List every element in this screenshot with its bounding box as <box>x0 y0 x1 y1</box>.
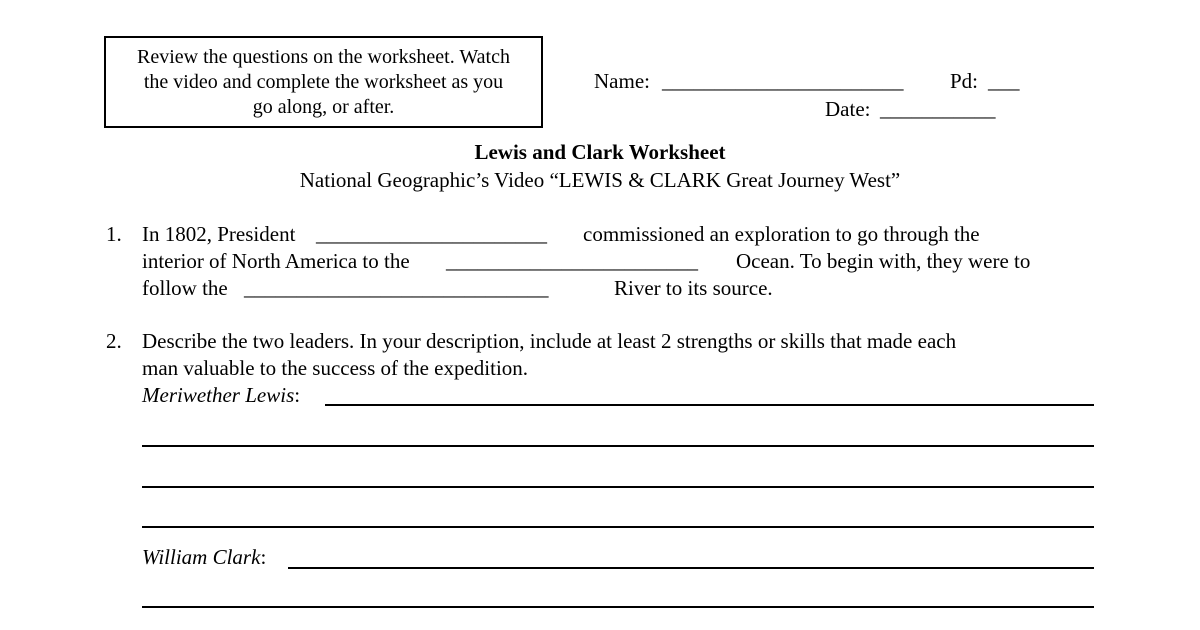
lewis-answer-line-1[interactable] <box>325 404 1094 406</box>
instructions-box <box>104 36 543 128</box>
instructions-line-3: go along, or after. <box>252 96 395 118</box>
pd-field[interactable]: ___ <box>988 69 1020 93</box>
lewis-label <box>142 383 300 408</box>
q1-line3-end: River to its source. <box>614 276 773 300</box>
instructions-line-1: Review the questions on the worksheet. Watch <box>137 46 510 68</box>
lewis-colon: : <box>294 383 301 407</box>
q1-president-blank[interactable]: ______________________ <box>316 222 547 246</box>
lewis-answer-line-4[interactable] <box>142 526 1094 528</box>
question-2-number: 2. <box>106 329 122 353</box>
q1-line1-start: In 1802, President <box>142 222 296 246</box>
name-label: Name: <box>594 69 650 93</box>
clark-answer-line-2[interactable] <box>142 606 1094 608</box>
instructions-line-2: the video and complete the worksheet as you <box>143 71 504 93</box>
date-field[interactable]: ___________ <box>880 97 996 121</box>
question-1-number: 1. <box>106 222 122 246</box>
worksheet-subtitle: National Geographic’s Video “LEWIS & CLARK Great Journey West” <box>299 168 901 192</box>
q2-prompt-line2: man valuable to the success of the expedition. <box>142 356 529 380</box>
q1-line2-end: Ocean. To begin with, they were to <box>736 249 1031 273</box>
q1-line1-end: commissioned an exploration to go through the <box>583 222 980 246</box>
clark-answer-line-1[interactable] <box>288 567 1094 569</box>
lewis-name: Meriwether Lewis <box>142 383 295 407</box>
q1-line3-start: follow the <box>142 276 228 300</box>
name-field[interactable]: _______________________ <box>662 69 904 93</box>
q1-line2-start: interior of North America to the <box>142 249 410 273</box>
lewis-answer-line-2[interactable] <box>142 445 1094 447</box>
q1-river-blank[interactable]: _____________________________ <box>244 276 549 300</box>
q1-ocean-blank[interactable]: ________________________ <box>446 249 698 273</box>
lewis-answer-line-3[interactable] <box>142 486 1094 488</box>
worksheet-title: Lewis and Clark Worksheet <box>474 140 726 164</box>
clark-label <box>142 545 266 570</box>
clark-colon: : <box>260 545 267 569</box>
pd-label: Pd: <box>950 69 979 93</box>
q2-prompt-line1: Describe the two leaders. In your description, include at least 2 strengths or skills that made each <box>142 329 957 353</box>
clark-name: William Clark <box>142 545 261 569</box>
date-label: Date: <box>825 97 871 121</box>
